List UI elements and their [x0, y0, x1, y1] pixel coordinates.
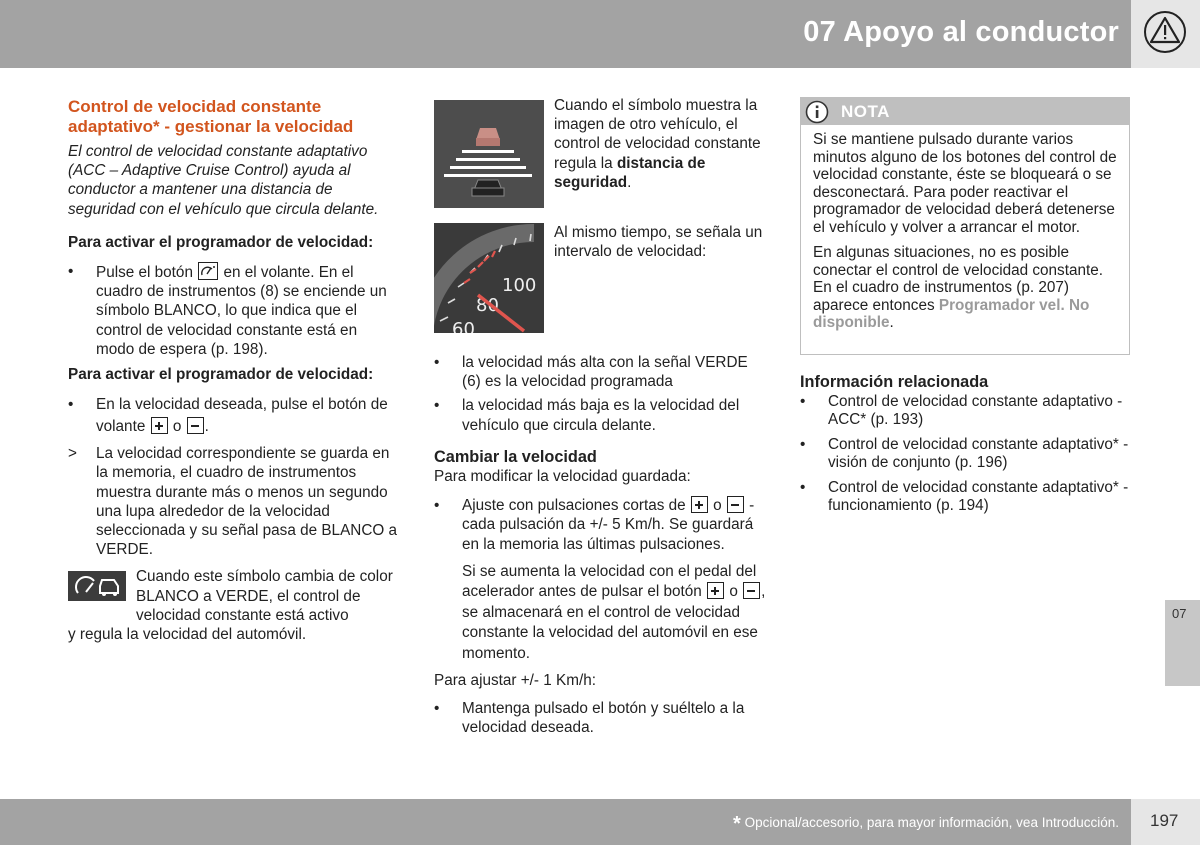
speedometer-graphic — [434, 223, 544, 333]
change-speed-intro: Para modificar la velocidad guardada: — [434, 468, 691, 486]
minus-button-icon — [727, 496, 744, 513]
plus-button-icon — [707, 582, 724, 599]
result-item: > La velocidad correspondiente se guarda en la memoria, el cuadro de instrumentos muestra durante más o menos un segundo una lupa alrededor de la velocidad seleccionada y su señal pasa de BLANCO a VERDE. — [68, 445, 398, 559]
nota-paragraph-1: Si se mantiene pulsado durante varios minutos alguno de los botones del control de velocidad constante, éste se bloqueará o se desconectará. Para poder reactivar el programador de velocidad deberá detenerse el vehículo y volver a arrancar el motor. — [813, 131, 1117, 236]
speedometer-image — [434, 223, 544, 333]
list-item: • la velocidad más alta con la señal VERDE (6) es la velocidad programada — [434, 354, 748, 391]
nota-label: NOTA — [841, 102, 890, 121]
gauge-image-block — [434, 223, 769, 335]
acc-car-symbol-icon — [68, 571, 126, 601]
gauge-text: Al mismo tiempo, se señala un intervalo de velocidad: — [554, 224, 763, 261]
gauge-label-80: 80 — [476, 295, 499, 316]
bullet-dot: • — [434, 699, 440, 717]
list-item: • la velocidad más baja es la velocidad del vehículo que circula delante. — [434, 397, 740, 434]
column-left — [68, 97, 398, 644]
chapter-side-tab — [1165, 600, 1200, 686]
list-item: • Ajuste con pulsaciones cortas de o - cada pulsación da +/- 5 Km/h. Se guardará en la memoria las últimas pulsaciones. — [434, 497, 755, 553]
symbol-text-cont: y regula la velocidad del automóvil. — [68, 626, 307, 644]
distance-text: Cuando el símbolo muestra la imagen de otro vehículo, el control de velocidad constante regula la distancia de seguridad. — [554, 97, 761, 191]
result-marker: > — [68, 445, 77, 463]
chapter-title: 07 Apoyo al conductor — [803, 16, 1119, 48]
related-link[interactable]: • Control de velocidad constante adaptativo - ACC* (p. 193) — [800, 392, 1123, 428]
info-icon — [805, 100, 829, 124]
symbol-block — [68, 567, 398, 644]
side-tab-label: 07 — [1172, 606, 1187, 621]
warning-icon-box — [1131, 0, 1200, 68]
list-item: • Pulse el botón en el volante. En el cuadro de instrumentos (8) se enciende un símbolo BLANCO, lo que indica que el control de velocidad constante está en modo de espera (p. 198). — [68, 263, 387, 358]
following-distance-graphic — [434, 100, 544, 208]
minus-button-icon — [743, 582, 760, 599]
bullet-dot: • — [68, 263, 74, 281]
column-middle — [434, 97, 769, 737]
related-info — [800, 373, 1130, 516]
intro-text: El control de velocidad constante adaptativo (ACC – Adaptive Cruise Control) ayuda al conductor a mantener una distancia de seguridad con el vehículo que circula delante. — [68, 143, 379, 218]
bullet-dot: • — [434, 397, 440, 415]
activate-heading-2: Para activar el programador de velocidad: — [68, 366, 374, 384]
gauge-label-100: 100 — [502, 275, 537, 296]
related-heading: Información relacionada — [800, 373, 989, 391]
bullet-dot: • — [800, 392, 806, 410]
cruise-button-icon — [198, 262, 218, 280]
minus-button-icon — [187, 417, 204, 434]
plus-button-icon — [691, 496, 708, 513]
chapter-header — [0, 0, 1131, 68]
nota-body — [801, 125, 1129, 332]
list-item: • En la velocidad deseada, pulse el botón de volante o . — [68, 396, 388, 436]
change-speed-heading: Cambiar la velocidad — [434, 447, 597, 466]
plus-button-icon — [151, 417, 168, 434]
acc-symbol-image — [68, 571, 126, 601]
pedal-paragraph: Si se aumenta la velocidad con el pedal del acelerador antes de pulsar el botón o , se almacenará en el control de velocidad constante la velocidad del automóvil en ese momento. — [462, 562, 766, 662]
related-link[interactable]: • Control de velocidad constante adaptativo* - visión de conjunto (p. 196) — [800, 435, 1129, 471]
activate-heading-1: Para activar el programador de velocidad: — [68, 233, 374, 251]
nota-header — [801, 98, 1129, 125]
page-number-box — [1131, 799, 1200, 845]
footer-note: * Opcional/accesorio, para mayor información, vea Introducción. — [733, 813, 1119, 835]
section-heading: Control de velocidad constante adaptativo* - gestionar la velocidad — [68, 97, 354, 136]
warning-triangle-icon — [1143, 10, 1187, 54]
nota-paragraph-2: En algunas situaciones, no es posible conectar el control de velocidad constante. En el cuadro de instrumentos (p. 207) aparece entonces Programador vel. No disponible. — [813, 244, 1103, 331]
asterisk: * — [733, 813, 741, 835]
nota-box — [800, 97, 1130, 355]
bullet-dot: • — [800, 478, 806, 496]
bullet-dot: • — [434, 354, 440, 371]
symbol-text: Cuando este símbolo cambia de color BLANCO a VERDE, el control de velocidad constante está activo — [136, 568, 393, 624]
page-footer — [0, 799, 1131, 845]
page-number: 197 — [1150, 811, 1179, 830]
list-item: • Mantenga pulsado el botón y suéltelo a la velocidad deseada. — [434, 699, 745, 736]
distance-image-block — [434, 97, 769, 209]
gauge-label-60: 60 — [452, 319, 475, 333]
adjust-intro: Para ajustar +/- 1 Km/h: — [434, 672, 596, 690]
related-link[interactable]: • Control de velocidad constante adaptativo* - funcionamiento (p. 194) — [800, 478, 1129, 514]
bullet-dot: • — [434, 497, 440, 515]
distance-symbol-image — [434, 100, 544, 208]
bullet-dot: • — [800, 435, 806, 453]
bullet-dot: • — [68, 396, 74, 414]
